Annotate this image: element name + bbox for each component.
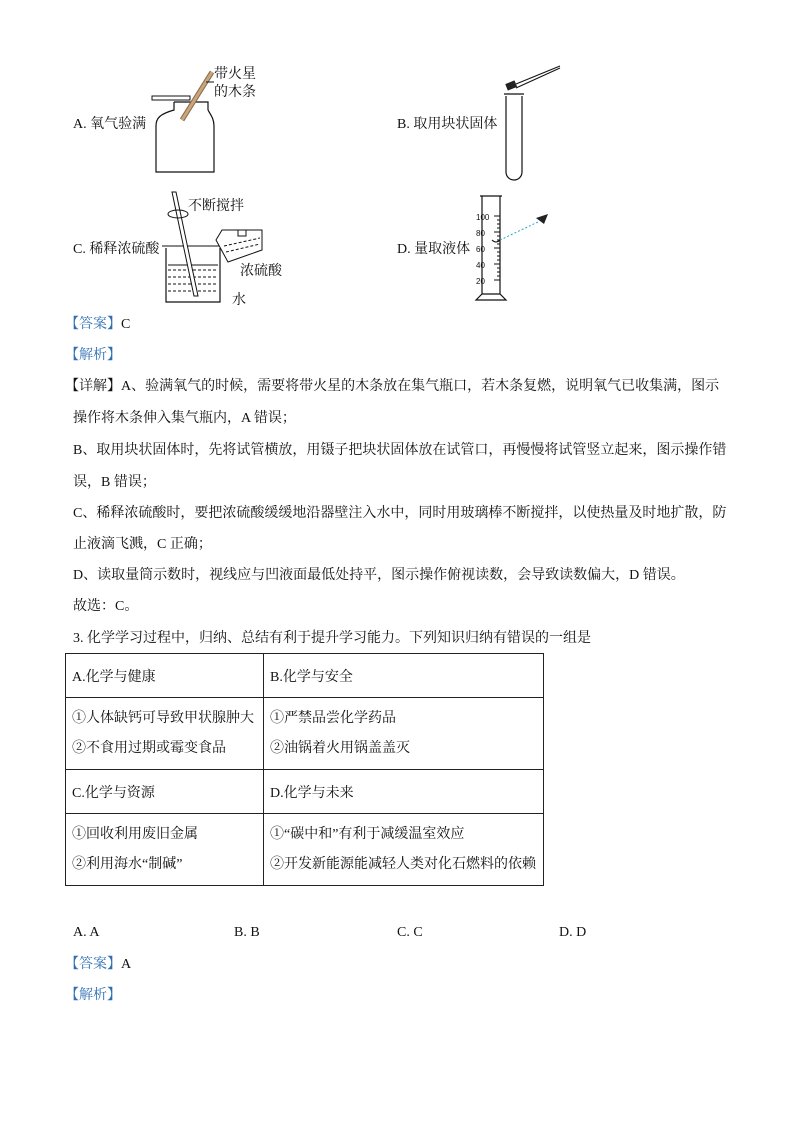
option-b: B. B	[234, 925, 260, 940]
cell-d-head: D.化学与未来	[264, 770, 544, 814]
q3-answer	[65, 956, 131, 974]
cell-b-item: ①严禁品尝化学药品	[270, 710, 396, 726]
detail-line-2: 操作将木条伸入集气瓶内，A 错误；	[73, 411, 296, 426]
cylinder-scale	[476, 210, 489, 290]
q3-question: 3. 化学学习过程中，归纳、总结有利于提升学习能力。下列知识归纳有错误的一组是	[73, 631, 591, 646]
q2-answer	[65, 316, 130, 334]
cell-c-head: C.化学与资源	[66, 770, 264, 814]
annotation-glowing-splint-2: 的木条	[214, 85, 256, 100]
detail-line-3: B、取用块状固体时，先将试管横放，用镊子把块状固体放在试管口，再慢慢将试管竖立起来，图示操作错	[73, 443, 727, 458]
annotation-glowing-splint-1: 带火星	[214, 67, 256, 82]
scale-100: 100	[476, 213, 490, 222]
detail-text: A、验满氧气的时候，需要将带火星的木条放在集气瓶口，若木条复燃，说明氧气已收集满，图示	[121, 379, 720, 394]
detail-line-7: D、读取量筒示数时，视线应与凹液面最低处持平，图示操作俯视读数，会导致读数偏大，D 错误。	[73, 568, 685, 583]
cell-c-item: ②利用海水“制碱”	[72, 856, 183, 872]
annotation-stir: 不断搅拌	[188, 199, 244, 214]
cell-b-body	[264, 698, 544, 770]
detail-line-5: C、稀释浓硫酸时，要把浓硫酸缓缓地沿器壁注入水中，同时用玻璃棒不断搅拌，以使热量及时地扩散，防	[73, 506, 727, 521]
cell-c-item: ①回收利用废旧金属	[72, 826, 198, 842]
answer-value: A	[121, 957, 132, 972]
detail-tag: 【详解】	[65, 379, 121, 394]
cell-a-item: ①人体缺钙可导致甲状腺肿大	[72, 710, 254, 726]
cell-d-item: ②开发新能源能减轻人类对化石燃料的依赖	[270, 856, 536, 872]
answer-value: C	[121, 317, 131, 332]
scale-40: 40	[476, 261, 485, 270]
option-a: A. A	[73, 925, 100, 940]
answer-tag: 【答案】	[65, 957, 121, 972]
figure-a-label: A. 氧气验满	[73, 117, 147, 132]
knowledge-table	[65, 653, 544, 886]
detail-line-4: 误，B 错误；	[73, 475, 156, 490]
cell-b-head: B.化学与安全	[264, 654, 544, 698]
scale-80: 80	[476, 229, 485, 238]
cell-d-item: ①“碳中和”有利于减缓温室效应	[270, 826, 465, 842]
figure-d-label: D. 量取液体	[397, 242, 471, 257]
analysis-tag: 【解析】	[65, 348, 121, 363]
detail-line-8: 故选：C。	[73, 599, 139, 614]
cell-a-head: A.化学与健康	[66, 654, 264, 698]
q3-analysis-tag: 【解析】	[65, 988, 121, 1003]
cell-a-item: ②不食用过期或霉变食品	[72, 740, 226, 756]
option-d: D. D	[559, 925, 587, 940]
annotation-water: 水	[232, 293, 246, 308]
scale-20: 20	[476, 277, 485, 286]
scale-60: 60	[476, 245, 485, 254]
cell-c-body	[66, 814, 264, 886]
figure-b-label: B. 取用块状固体	[397, 117, 498, 132]
option-c: C. C	[397, 925, 423, 940]
detail-line-1	[65, 378, 719, 396]
answer-tag: 【答案】	[65, 317, 121, 332]
cell-b-item: ②油锅着火用锅盖盖灭	[270, 740, 410, 756]
detail-line-6: 止液滴飞溅，C 正确；	[73, 537, 212, 552]
figure-c-label: C. 稀释浓硫酸	[73, 242, 160, 257]
test-tube-tweezers-figure	[500, 62, 565, 184]
cell-a-body	[66, 698, 264, 770]
cell-d-body	[264, 814, 544, 886]
annotation-acid: 浓硫酸	[240, 264, 282, 279]
